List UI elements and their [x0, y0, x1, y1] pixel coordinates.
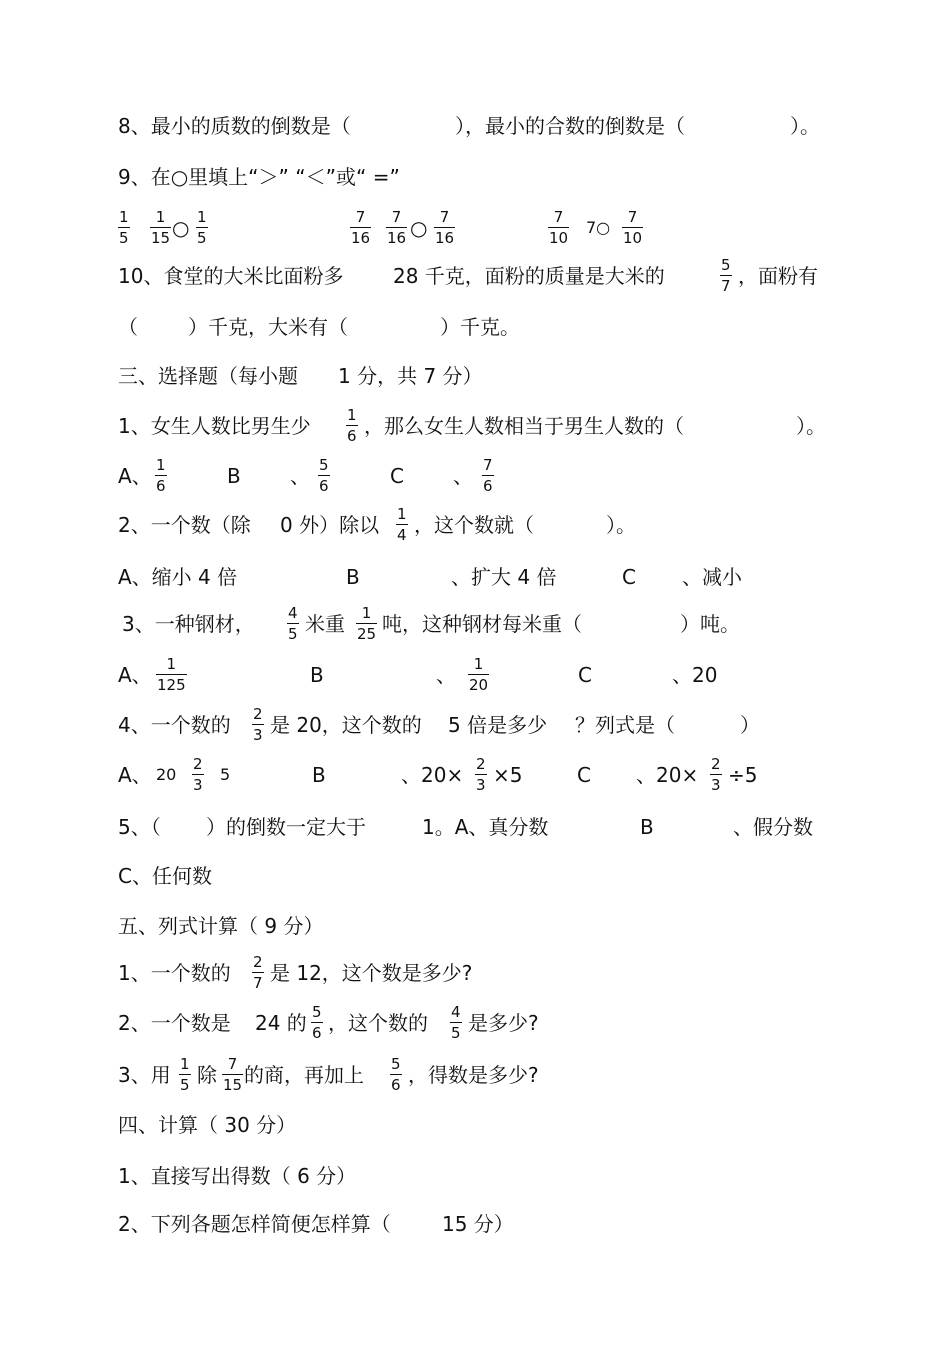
fraction: 4 5: [451, 1003, 461, 1042]
s5q3-text-c: 的商，再加上: [244, 1063, 364, 1087]
compare-int-circle: 7○: [586, 218, 611, 237]
option-c-text: 、20×: [636, 763, 699, 787]
s5q2-text-c: ，这个数的: [328, 1011, 428, 1035]
option-c-text: 、减小: [682, 565, 742, 589]
fraction: 5 6: [391, 1055, 401, 1094]
s3q5-text-b: ）的倒数一定大于: [206, 815, 366, 839]
compare-circle: ○: [172, 216, 190, 240]
option-b-label: B: [312, 763, 326, 787]
option-c-label: C: [622, 565, 636, 589]
option-b-label: B: [310, 663, 324, 687]
fraction: 2 3: [476, 755, 486, 794]
fraction: 1 4: [397, 505, 407, 544]
s4q2-text-b: 15 分）: [442, 1212, 514, 1236]
fraction: 2 3: [253, 705, 263, 744]
option-a-num: 5: [220, 765, 231, 784]
fraction: 7 16: [351, 208, 371, 247]
fraction: 7 10: [549, 208, 569, 247]
option-a-num: 20: [156, 765, 177, 784]
s3q4-text-c: 5 倍是多少: [448, 713, 548, 737]
sec5-title: 五、列式计算（ 9 分）: [118, 914, 324, 938]
option-c-label: C: [577, 763, 591, 787]
s3q1-text-c: ）。: [796, 414, 826, 438]
fraction: 1 25: [357, 604, 377, 643]
fraction: 7 15: [223, 1055, 243, 1094]
s5q2-text-b: 24 的: [255, 1011, 307, 1035]
s5q2-text-d: 是多少?: [468, 1011, 539, 1035]
q8-text-a: 8、最小的质数的倒数是（: [118, 114, 351, 138]
s3q4-text-d: ？列式是（: [575, 713, 675, 737]
option-c-label: C: [578, 663, 592, 687]
s3q1-text-a: 1、女生人数比男生少: [118, 414, 311, 438]
q10-line2-b: ）千克，大米有（: [188, 315, 348, 339]
option-a-label: A、: [118, 663, 152, 687]
q10-text-a: 10、食堂的大米比面粉多: [118, 264, 344, 288]
s3q2-text-d: ）。: [606, 513, 636, 537]
compare-circle: ○: [410, 216, 428, 240]
option-a-label: A、: [118, 763, 152, 787]
fraction: 5 6: [312, 1003, 322, 1042]
s3q3-text-c: 吨，这种钢材每米重（: [382, 612, 582, 636]
fraction: 2 7: [253, 953, 263, 992]
fraction: 7 16: [435, 208, 455, 247]
q8-text-b: ），最小的合数的倒数是（: [455, 114, 685, 138]
fraction: 7 10: [623, 208, 643, 247]
option-b-label: B: [640, 815, 654, 839]
s3q4-text-e: ）: [740, 713, 760, 737]
s5q3-text-d: ，得数是多少?: [408, 1063, 539, 1087]
fraction: 7 6: [483, 456, 493, 495]
s5q1-text-b: 是 12，这个数是多少?: [270, 961, 473, 985]
option-c-label: C: [390, 464, 404, 488]
fraction: 1 20: [469, 655, 489, 694]
q10-line2-a: （: [118, 315, 138, 339]
option-b-sep: 、: [436, 663, 456, 687]
s4q1-text: 1、直接写出得数（ 6 分）: [118, 1164, 357, 1188]
sec4-title: 四、计算（ 30 分）: [118, 1113, 297, 1137]
fraction: 5 6: [319, 456, 329, 495]
fraction: 1 6: [347, 406, 357, 445]
option-b-sep: 、: [290, 464, 310, 488]
sec3-title-a: 三、选择题（每小题: [118, 364, 298, 388]
option-b-label: B: [346, 565, 360, 589]
fraction: 1 5: [119, 208, 129, 247]
option-b-text: 、假分数: [733, 815, 813, 839]
s3q3-text-a: 3、一种钢材，: [122, 612, 255, 636]
fraction: 4 5: [288, 604, 298, 643]
s4q2-text-a: 2、下列各题怎样简便怎样算（: [118, 1212, 391, 1236]
s3q5-text-c: 1。A、真分数: [422, 815, 549, 839]
option-c-text: 、20: [672, 663, 718, 687]
sec3-title-b: 1 分，共 7 分）: [338, 364, 483, 388]
s3q3-text-b: 米重: [305, 612, 345, 636]
q10-text-b: 28 千克，面粉的质量是大米的: [393, 264, 665, 288]
s3q3-text-d: ）吨。: [680, 612, 740, 636]
fraction: 2 3: [193, 755, 203, 794]
option-b-text: 、扩大 4 倍: [451, 565, 557, 589]
s5q1-text-a: 1、一个数的: [118, 961, 231, 985]
option-b-text: ×5: [493, 763, 523, 787]
q10-line2-c: ）千克。: [440, 315, 520, 339]
fraction: 1 6: [156, 456, 166, 495]
s5q3-text-b: 除: [197, 1063, 217, 1087]
fraction: 1 125: [157, 655, 186, 694]
fraction: 1 5: [197, 208, 207, 247]
option-c: C、任何数: [118, 864, 212, 888]
option-c-sep: 、: [453, 464, 473, 488]
s3q4-text-a: 4、一个数的: [118, 713, 231, 737]
s3q5-text-a: 5、（: [118, 815, 161, 839]
s3q2-text-a: 2、一个数（除: [118, 513, 251, 537]
s3q2-text-c: ，这个数就（: [414, 513, 534, 537]
q10-text-c: ，面粉有: [738, 264, 818, 288]
s3q4-text-b: 是 20，这个数的: [270, 713, 422, 737]
option-a-label: A、: [118, 464, 152, 488]
s3q1-text-b: ，那么女生人数相当于男生人数的（: [364, 414, 684, 438]
q8-text-c: ）。: [790, 114, 820, 138]
fraction: 5 7: [721, 256, 731, 295]
fraction: 2 3: [711, 755, 721, 794]
q9-text: 9、在○里填上“＞” “＜”或“ =”: [118, 165, 400, 189]
option-b-text: 、20×: [401, 763, 464, 787]
option-a: A、缩小 4 倍: [118, 565, 238, 589]
fraction: 1 5: [180, 1055, 190, 1094]
fraction: 7 16: [387, 208, 407, 247]
option-b-label: B: [227, 464, 241, 488]
fraction: 1 15: [151, 208, 171, 247]
s5q2-text-a: 2、一个数是: [118, 1011, 231, 1035]
option-c-text: ÷5: [728, 763, 758, 787]
s3q2-text-b: 0 外）除以: [280, 513, 380, 537]
s5q3-text-a: 3、用: [118, 1063, 171, 1087]
